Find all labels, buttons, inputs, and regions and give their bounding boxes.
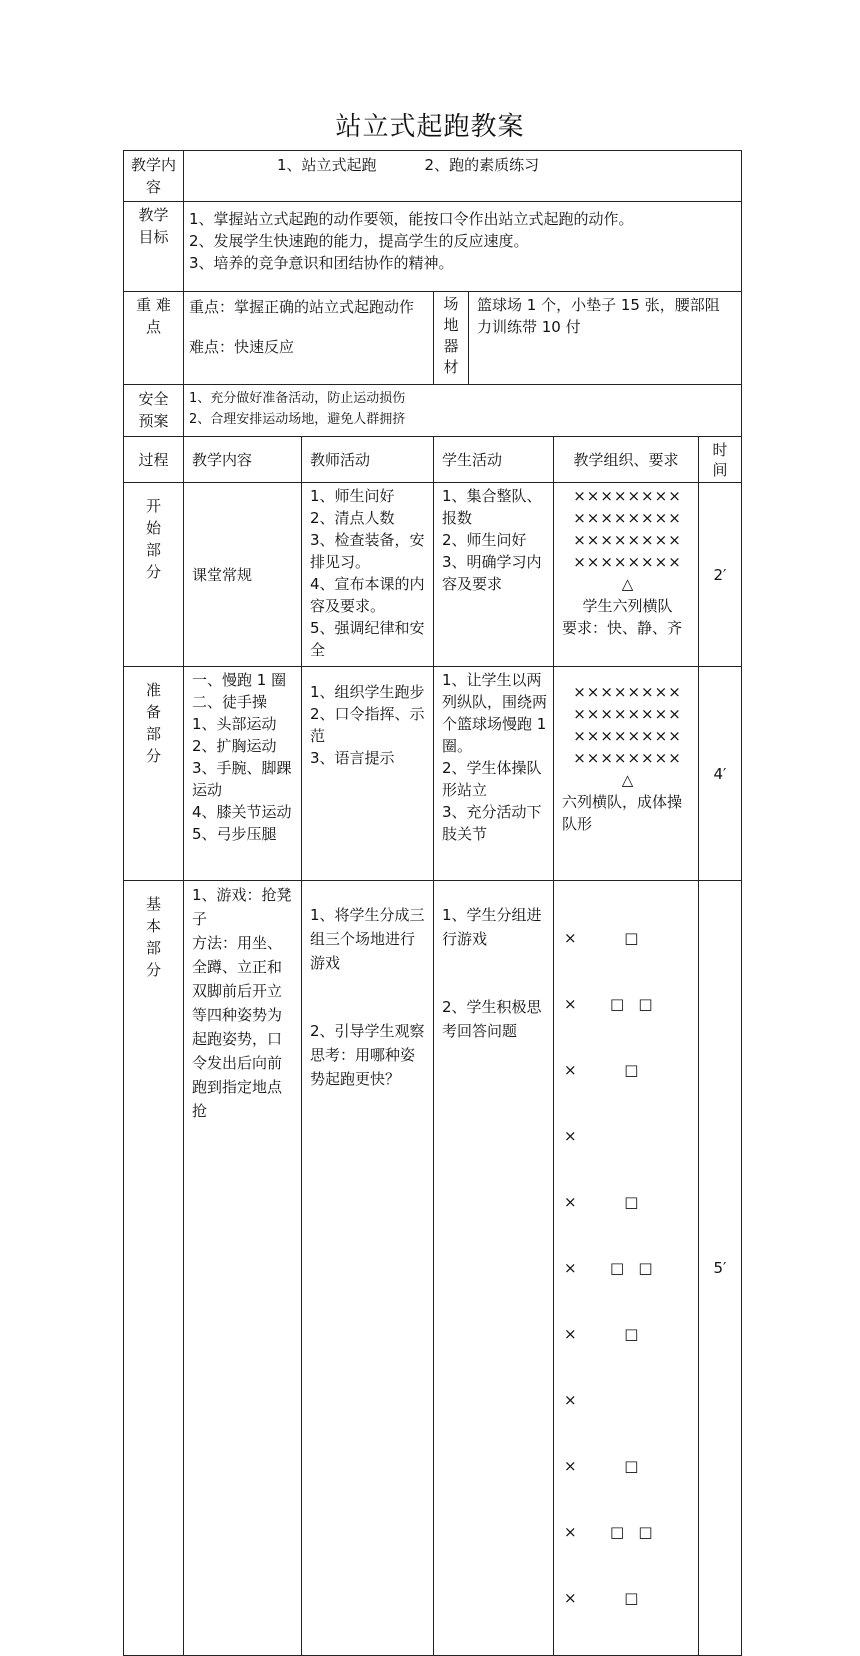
start-student: 1、集合整队、报数 2、师生问好 3、明确学习内容及要求 [434,483,554,667]
safety-item: 1、充分做好准备活动，防止运动损伤 [189,391,406,406]
key-point: 重点：掌握正确的站立式起跑动作 [189,298,415,316]
main-content: 1、游戏：抢凳子 方法：用坐、全蹲、立正和双脚前后开立等四种姿势为起跑姿势，口令发出后向前跑到指定地点抢 [184,881,302,1656]
content-row [124,151,742,202]
key-points-row [124,292,742,385]
prep-time: 4′ [699,667,742,881]
content-item-1: 1、站立式起跑 [277,156,377,174]
stage-main: 基 本 部 分 [124,881,184,1656]
goal-item: 2、发展学生快速跑的能力，提高学生的反应速度。 [189,232,529,250]
lesson-plan-table [123,150,742,1656]
goal-item: 1、掌握站立式起跑的动作要领，能按口令作出站立式起跑的动作。 [189,210,634,228]
header-teacher: 教师活动 [302,437,434,483]
main-student: 1、学生分组进行游戏 2、学生积极思考回答问题 [434,881,554,1656]
venue-equipment: 篮球场 1 个，小垫子 15 张，腰部阻力训练带 10 付 [477,296,720,336]
safety-row [124,385,742,437]
venue-cell [434,292,742,385]
prep-formation: ×××××××× ×××××××× ×××××××× ×××××××× △ 六列横队，成体操队形 [554,667,699,881]
teacher-triangle-icon: △ [621,575,634,593]
content-value [184,151,742,202]
prep-teacher: 1、组织学生跑步 2、口令指挥、示范 3、语言提示 [302,667,434,881]
safety-label: 安全 预案 [124,385,184,437]
section-start-row [124,483,742,667]
section-main-row [124,881,742,1656]
start-teacher: 1、师生问好 2、清点人数 3、检查装备，安排见习。 4、宣布本课的内容及要求。 5、强调纪律和安全 [302,483,434,667]
safety-item: 2、合理安排运动场地，避免人群拥挤 [189,412,406,427]
section-prep-row [124,667,742,881]
prep-student: 1、让学生以两列纵队，围绕两个篮球场慢跑 1 圈。 2、学生体操队形站立 3、充分活动下肢关节 [434,667,554,881]
goal-item: 3、培养的竞争意识和团结协作的精神。 [189,254,454,272]
header-row [124,437,742,483]
venue-label: 场 地 器 材 [434,292,469,384]
stage-start: 开 始 部 分 [124,483,184,667]
main-teacher: 1、将学生分成三组三个场地进行游戏 2、引导学生观察思考：用哪种姿势起跑更快？ [302,881,434,1656]
header-process: 过程 [124,437,184,483]
start-time: 2′ [699,483,742,667]
header-content: 教学内容 [184,437,302,483]
page-title: 站立式起跑教案 [335,112,525,142]
start-content: 课堂常规 [184,483,302,667]
teacher-triangle-icon: △ [621,771,634,789]
difficulty-point: 难点：快速反应 [189,338,295,356]
main-time: 5′ [699,881,742,1656]
start-formation: ×××××××× ×××××××× ×××××××× ×××××××× △ 学生六列横队 要求：快、静、齐 [554,483,699,667]
stage-prep: 准 备 部 分 [124,667,184,881]
key-points-text [184,292,434,385]
prep-content: 一、慢跑 1 圈 二、徒手操 1、头部运动 2、扩胸运动 3、手腕、脚踝运动 4、膝关节运动 5、弓步压腿 [184,667,302,881]
content-label: 教学内容 [124,151,184,202]
header-student: 学生活动 [434,437,554,483]
header-organization: 教学组织、要求 [554,437,699,483]
goals-list [184,202,742,292]
header-time: 时 间 [699,437,742,483]
goals-label: 教学 目标 [124,202,184,292]
key-points-label: 重 难 点 [124,292,184,385]
main-formation: × □ × □ □ × □ × × □ × □ □ × □ × × □ × □ □ × □ [554,881,699,1656]
content-item-2: 2、跑的素质练习 [424,156,540,174]
safety-list [184,385,742,437]
goals-row [124,202,742,292]
